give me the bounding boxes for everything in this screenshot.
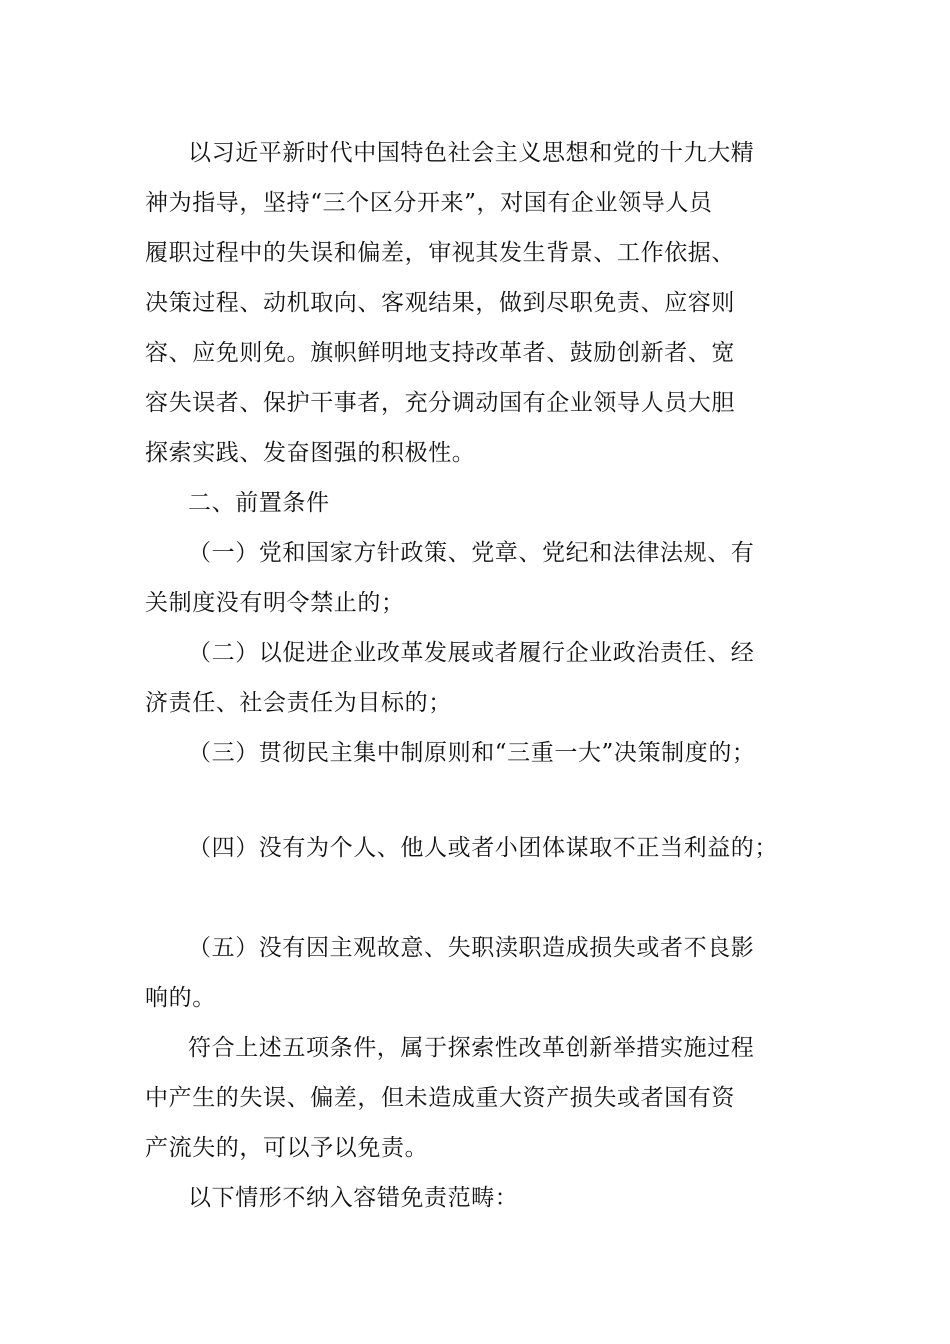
exemption-paragraph-line-2: 中产生的失误、偏差，但未造成重大资产损失或者国有资 xyxy=(145,1085,735,1111)
paragraph-intro-line-6: 容失误者、保护干事者，充分调动国有企业领导人员大胆 xyxy=(145,390,735,416)
paragraph-intro-line-3: 履职过程中的失误和偏差，审视其发生背景、工作依据、 xyxy=(145,240,735,266)
paragraph-intro-line-1: 以习近平新时代中国特色社会主义思想和党的十九大精 xyxy=(188,140,755,166)
condition-2-line-1: （二）以促进企业改革发展或者履行企业政治责任、经 xyxy=(188,640,755,666)
section-heading: 二、前置条件 xyxy=(188,490,330,516)
paragraph-intro-line-4: 决策过程、动机取向、客观结果，做到尽职免责、应容则 xyxy=(145,290,735,316)
paragraph-intro-line-2: 神为指导，坚持“三个区分开来”，对国有企业领导人员 xyxy=(145,190,713,216)
paragraph-intro-line-7: 探索实践、发奋图强的积极性。 xyxy=(145,440,476,466)
condition-3: （三）贯彻民主集中制原则和“三重一大”决策制度的； xyxy=(188,740,756,766)
exclusion-intro: 以下情形不纳入容错免责范畴： xyxy=(188,1185,519,1211)
condition-1-line-1: （一）党和国家方针政策、党章、党纪和法律法规、有 xyxy=(188,540,755,566)
exemption-paragraph-line-3: 产流失的，可以予以免责。 xyxy=(145,1135,429,1161)
paragraph-intro-line-5: 容、应免则免。旗帜鲜明地支持改革者、鼓励创新者、宽 xyxy=(145,340,735,366)
condition-5-line-1: （五）没有因主观故意、失职渎职造成损失或者不良影 xyxy=(188,935,755,961)
condition-4: （四）没有为个人、他人或者小团体谋取不正当利益的； xyxy=(188,835,778,861)
condition-1-line-2: 关制度没有明令禁止的； xyxy=(145,590,405,616)
condition-2-line-2: 济责任、社会责任为目标的； xyxy=(145,690,452,716)
exemption-paragraph-line-1: 符合上述五项条件，属于探索性改革创新举措实施过程 xyxy=(188,1035,755,1061)
condition-5-line-2: 响的。 xyxy=(145,985,216,1011)
